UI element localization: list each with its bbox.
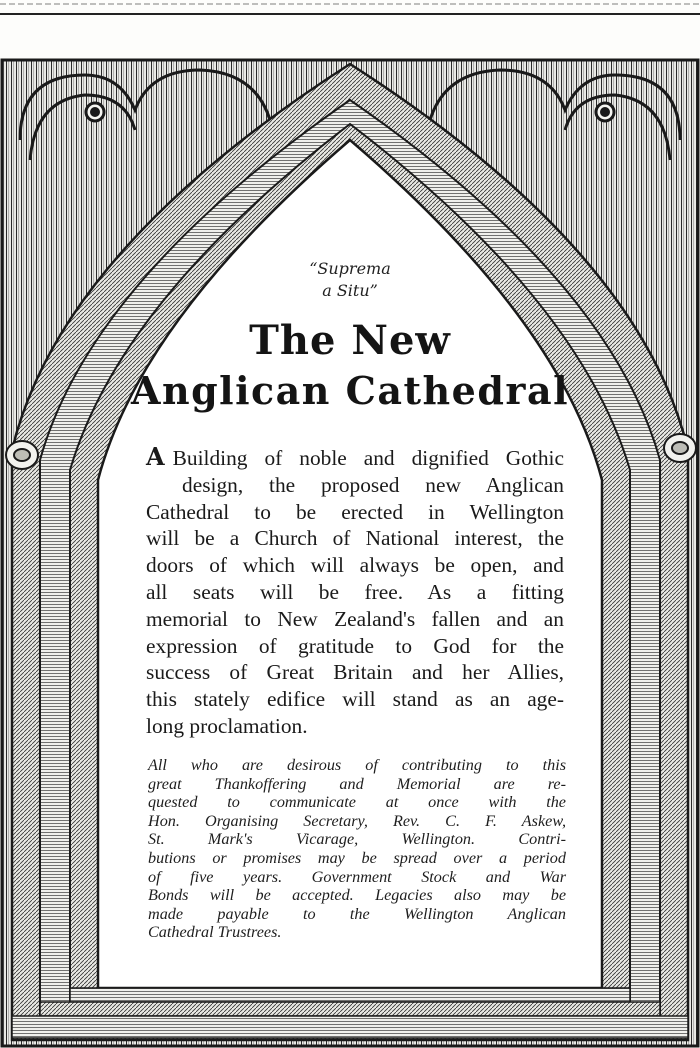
note-line: Bonds will be accepted. Legacies also may be: [148, 886, 566, 905]
body-line-text: Building of noble and dignified Gothic: [172, 446, 564, 470]
body-line: [146, 444, 564, 472]
body-line: expression of gratitude to God for the: [146, 633, 564, 658]
note-line: great Thankoffering and Memorial are re-: [148, 774, 566, 793]
note-line: butions or promises may be spread over a period: [148, 848, 566, 867]
top-rule: [0, 4, 700, 14]
title-line: The New: [249, 317, 451, 364]
note-line: Cathedral Trustrees.: [148, 923, 282, 942]
body-line: will be a Church of National interest, the: [146, 526, 564, 551]
body-line: design, the proposed new Anglican: [182, 472, 564, 497]
note-line: of five years. Government Stock and War: [148, 867, 566, 886]
title-line: Anglican Cathedral: [130, 368, 570, 413]
body-line: Cathedral to be erected in Wellington: [146, 499, 564, 524]
note-line: All who are desirous of contributing to this: [148, 756, 566, 774]
body-line: long proclamation.: [146, 713, 308, 738]
note-line: quested to communicate at once with the: [148, 793, 566, 812]
motto-line: “Suprema: [309, 259, 391, 278]
note-line: Hon. Organising Secretary, Rev. C. F. Askew,: [148, 811, 566, 830]
base-steps: [12, 988, 688, 1038]
body-line: all seats will be free. As a fitting: [146, 579, 564, 604]
drop-cap: A: [146, 442, 165, 471]
body-line: this stately edifice will stand as an age-: [146, 687, 564, 712]
body-line: memorial to New Zealand's fallen and an: [146, 606, 564, 631]
note-line: St. Mark's Vicarage, Wellington. Contri-: [148, 830, 566, 849]
contribution-note: [148, 756, 566, 942]
motto-line: a Situ”: [322, 281, 378, 300]
latin-motto: [250, 258, 450, 302]
body-line: success of Great Britain and her Allies,: [146, 660, 564, 685]
body-paragraph: [146, 444, 564, 740]
note-line: made payable to the Wellington Anglican: [148, 904, 566, 923]
advert-title: [130, 316, 570, 416]
body-line: doors of which will always be open, and: [146, 553, 564, 578]
